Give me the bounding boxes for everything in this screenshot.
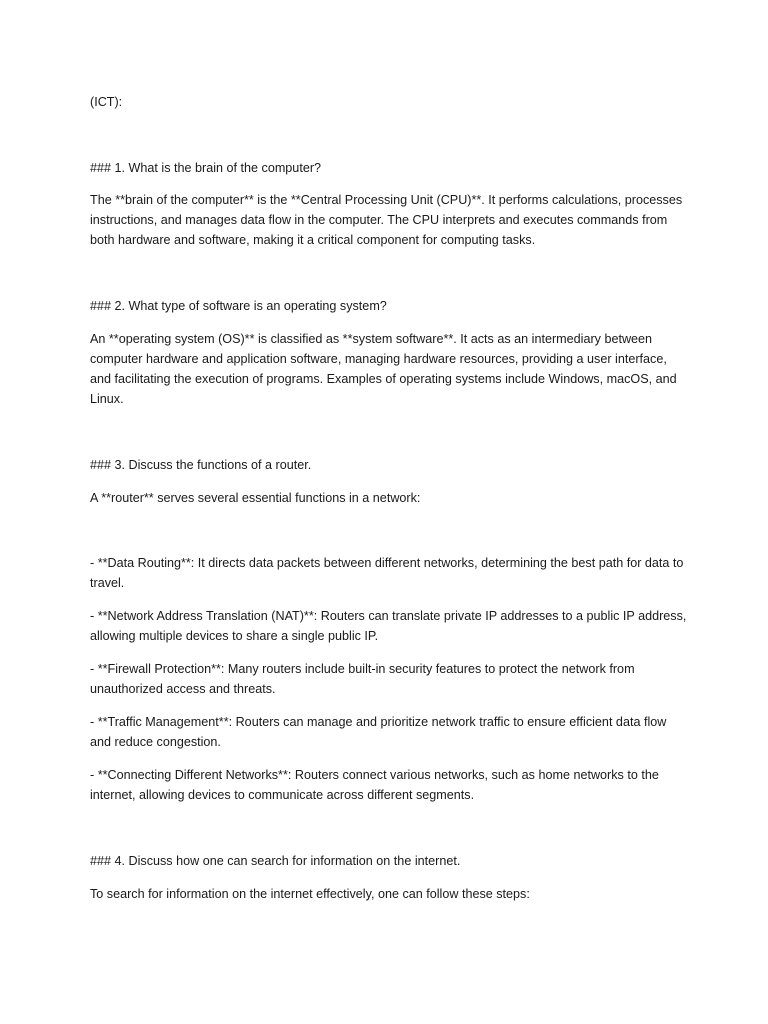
router-function-item: - **Data Routing**: It directs data packets between different networks, determining the best path for data to travel. [90,556,684,590]
question-3-intro: A **router** serves several essential functions in a network: [90,491,421,505]
question-4-intro: To search for information on the internet effectively, one can follow these steps: [90,887,530,901]
question-1-heading: ### 1. What is the brain of the computer? [90,161,322,175]
router-function-item: - **Connecting Different Networks**: Routers connect various networks, such as home networks to the internet, allowing devices to communicate across different segments. [90,768,659,802]
router-function-item: - **Network Address Translation (NAT)**: Routers can translate private IP addresses to a public IP address, allowing multiple devices to share a single public IP. [90,609,687,643]
router-function-item: - **Firewall Protection**: Many routers include built-in security features to protect the network from unauthorized access and threats. [90,662,635,696]
router-function-item: - **Traffic Management**: Routers can manage and prioritize network traffic to ensure efficient data flow and reduce congestion. [90,715,667,749]
question-2-answer: An **operating system (OS)** is classified as **system software**. It acts as an intermediary between computer hardware and application software, managing hardware resources, providing a user interface, and facilitating the execution of programs. Examples of operating systems include Windows, macOS, and Linux. [90,332,677,406]
question-2-heading: ### 2. What type of software is an operating system? [90,299,387,313]
question-4-heading: ### 4. Discuss how one can search for information on the internet. [90,854,461,868]
intro-text: (ICT): [90,95,123,109]
question-3-heading: ### 3. Discuss the functions of a router. [90,458,312,472]
question-1-answer: The **brain of the computer** is the **Central Processing Unit (CPU)**. It performs calculations, processes instructions, and manages data flow in the computer. The CPU interprets and executes commands from both hardware and software, making it a critical component for computing tasks. [90,193,683,247]
